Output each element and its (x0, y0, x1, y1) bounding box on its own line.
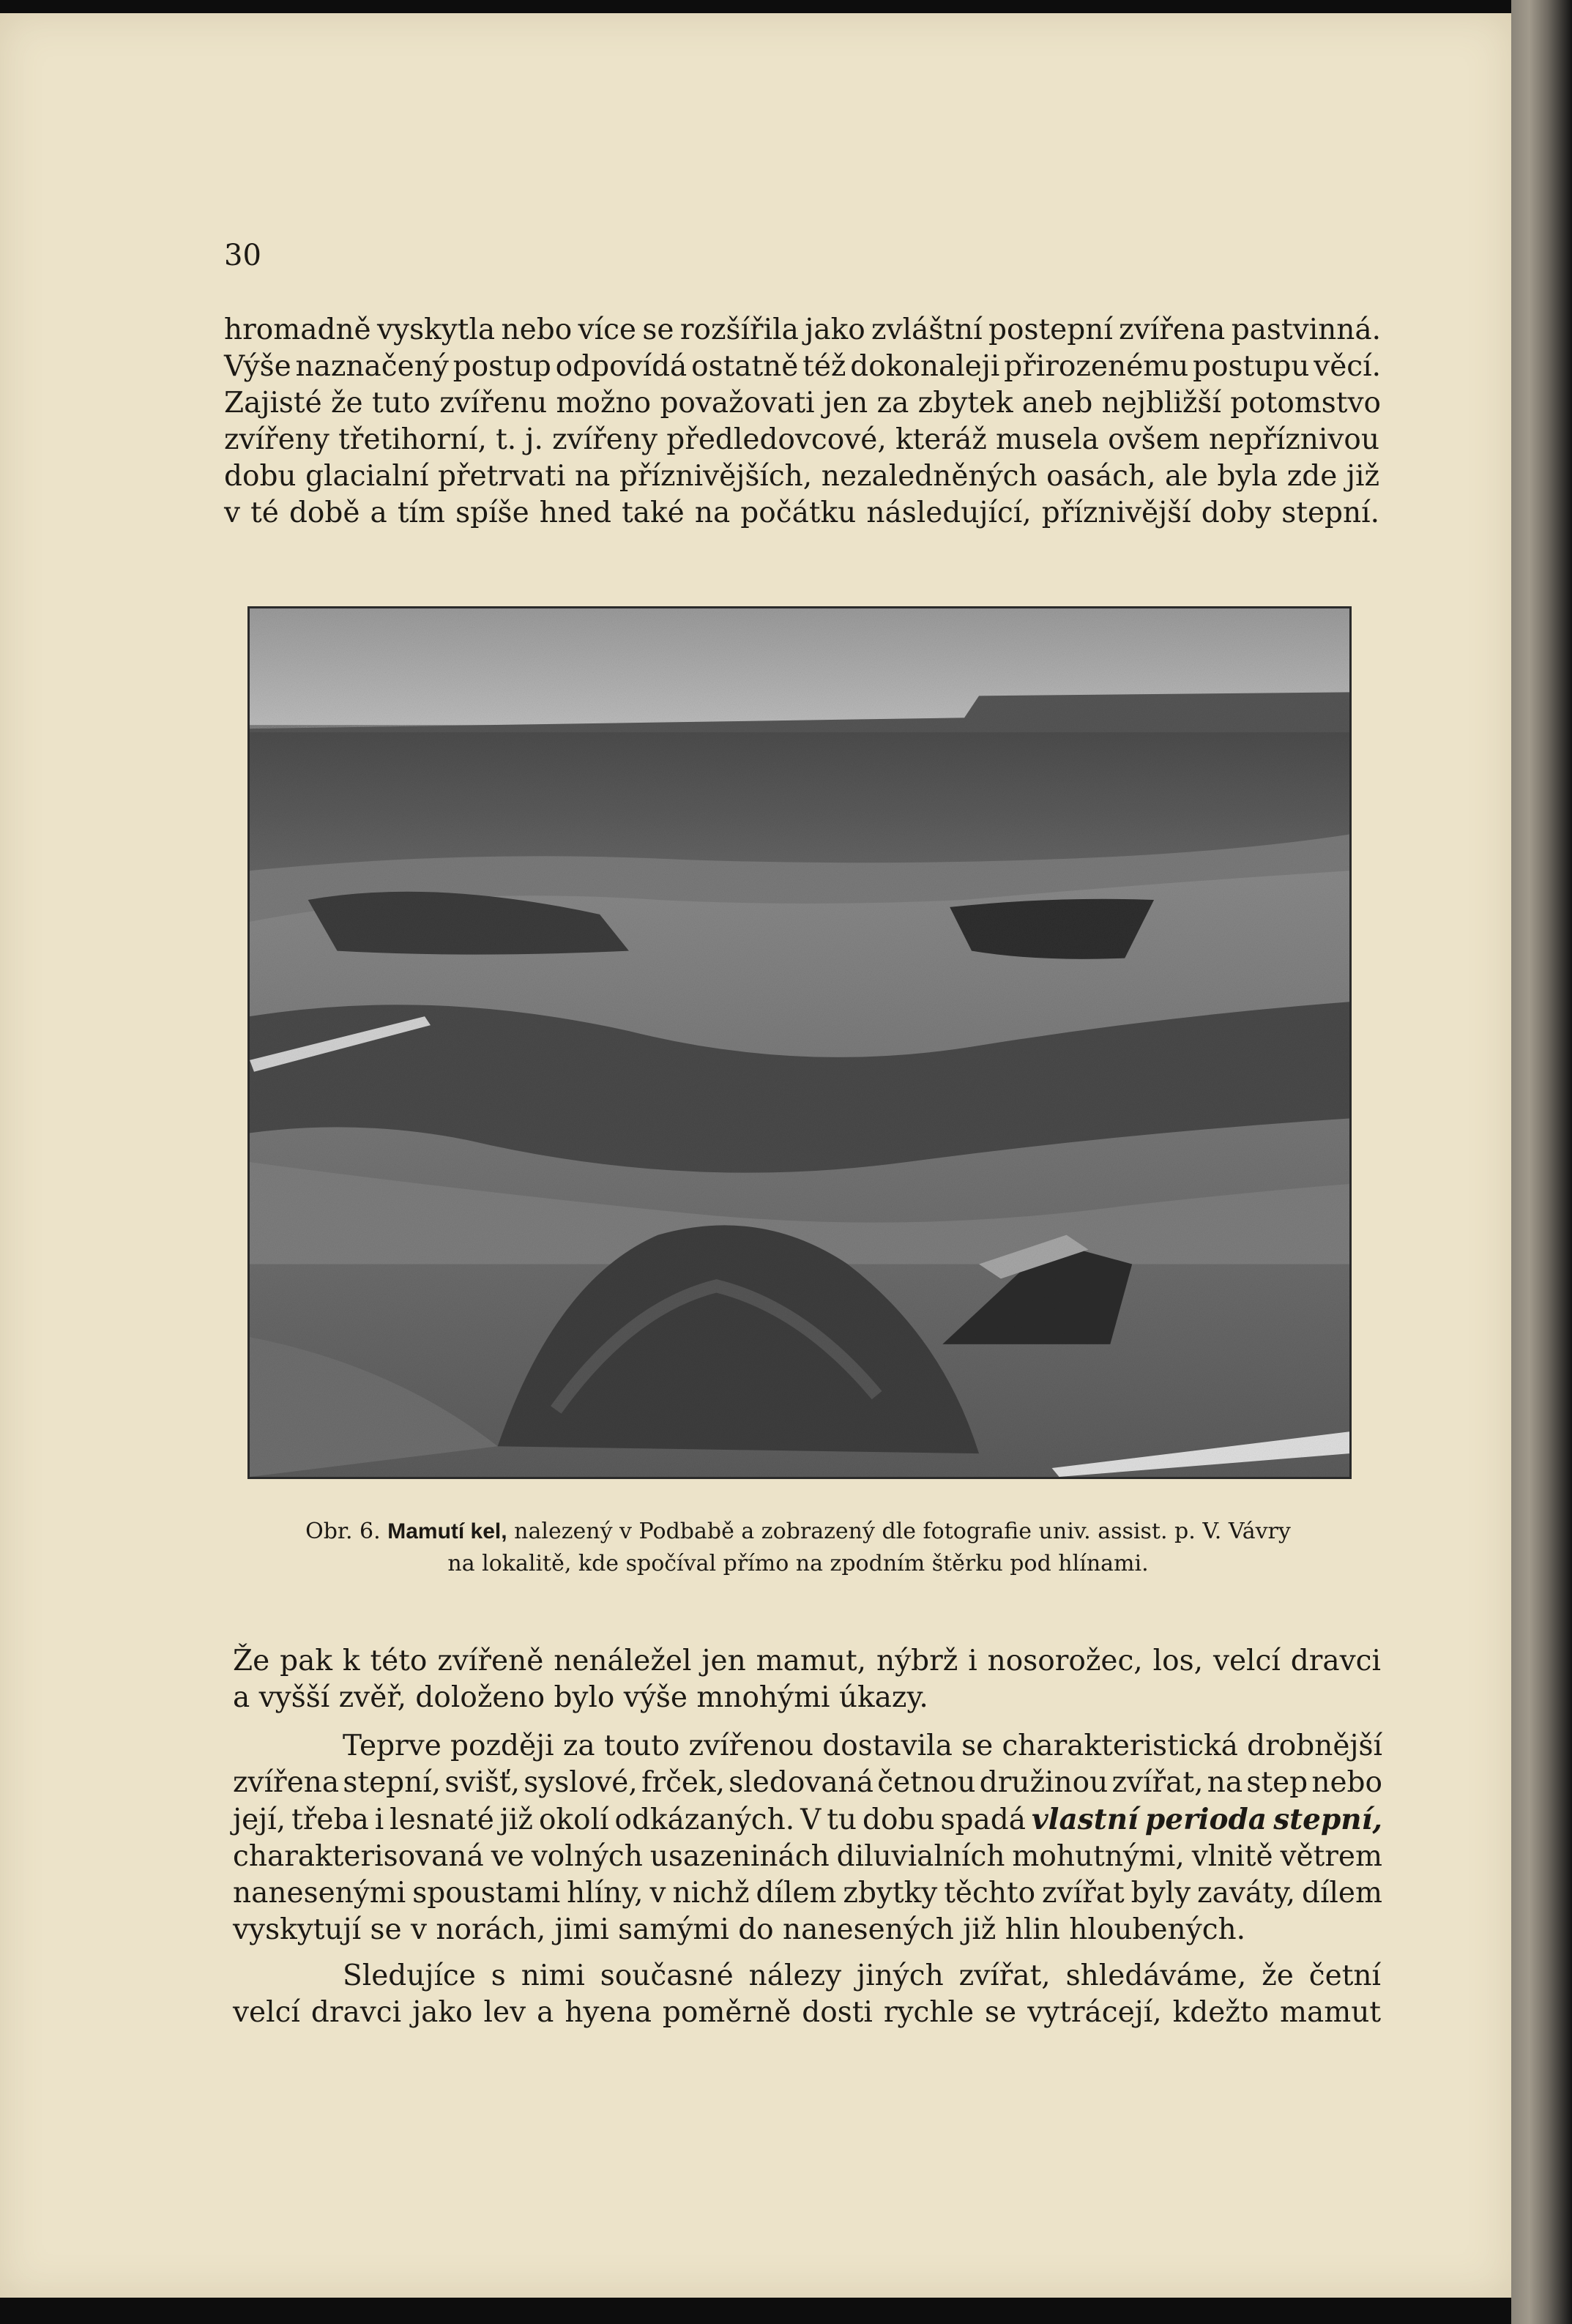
text-line: a vyšší zvěř, doloženo bylo výše mnohými úkazy. (233, 1681, 928, 1714)
paragraph (233, 1728, 1382, 1948)
text-segment: její, třeba i lesnaté již okolí odkázaných. V tu dobu spadá (233, 1803, 1032, 1836)
text-line: v té době a tím spíše hned také na počátku následující, příznivější doby stepní. (224, 496, 1379, 529)
text-line: hromadně vyskytla nebo více se rozšířila jako zvláštní postepní zvířena pastvinná. (224, 313, 1381, 346)
emphasized-term: vlastní perioda stepní, (1031, 1803, 1383, 1836)
text-line: Že pak k této zvířeně nenáležel jen mamut, nýbrž i nosorožec, los, velcí dravci (233, 1645, 1381, 1677)
paragraph-continuation (224, 312, 1381, 532)
text-line: zvířena stepní, svišť, syslové, frček, sledovaná četnou družinou zvířat, na step nebo (233, 1766, 1382, 1799)
text-line: Teprve později za touto zvířenou dostavila se charakteristická drobnější (343, 1729, 1382, 1762)
paragraph (233, 1958, 1382, 2031)
book-spine-edge (1511, 0, 1572, 2324)
text-line: velcí dravci jako lev a hyena poměrně dosti rychle se vytrácejí, kdežto mamut (233, 1996, 1381, 2029)
caption-label: Obr. 6. (305, 1519, 381, 1544)
text-line: nanesenými spoustami hlíny, v nichž dílem zbytky těchto zvířat byly zaváty, dílem (233, 1877, 1382, 1910)
caption-title: Mamutí kel, (387, 1519, 507, 1543)
figure-caption (242, 1516, 1355, 1580)
paragraph (233, 1643, 1382, 1716)
caption-line-2: na lokalitě, kde spočíval přímo na zpodním štěrku pod hlínami. (447, 1551, 1149, 1576)
page-number: 30 (224, 239, 261, 272)
excavation-photo-icon (250, 608, 1349, 1477)
text-line: dobu glacialní přetrvati na příznivějších, nezaledněných oasách, ale byla zde již (224, 460, 1379, 493)
caption-text: nalezený v Podbabě a zobrazený dle fotografie univ. assist. p. V. Vávry (514, 1519, 1291, 1544)
text-line (233, 1801, 1382, 1839)
text-line: Výše naznačený postup odpovídá ostatně též dokonaleji přirozenému postupu věcí. (224, 350, 1381, 383)
text-line: vyskytují se v norách, jimi samými do nanesených již hlin hloubených. (233, 1913, 1246, 1946)
figure-photograph (247, 606, 1352, 1479)
text-line: zvířeny třetihorní, t. j. zvířeny předledovcové, kteráž musela ovšem nepříznivou (224, 423, 1379, 456)
text-line: charakterisovaná ve volných usazeninách diluvialních mohutnými, vlnitě větrem (233, 1840, 1382, 1873)
text-line: Sledujíce s nimi současné nálezy jiných zvířat, shledáváme, že četní (343, 1959, 1381, 1992)
book-page (0, 13, 1511, 2298)
caption-line-1 (242, 1516, 1355, 1548)
text-line: Zajisté že tuto zvířenu možno považovati jen za zbytek aneb nejbližší potomstvo (224, 387, 1381, 420)
